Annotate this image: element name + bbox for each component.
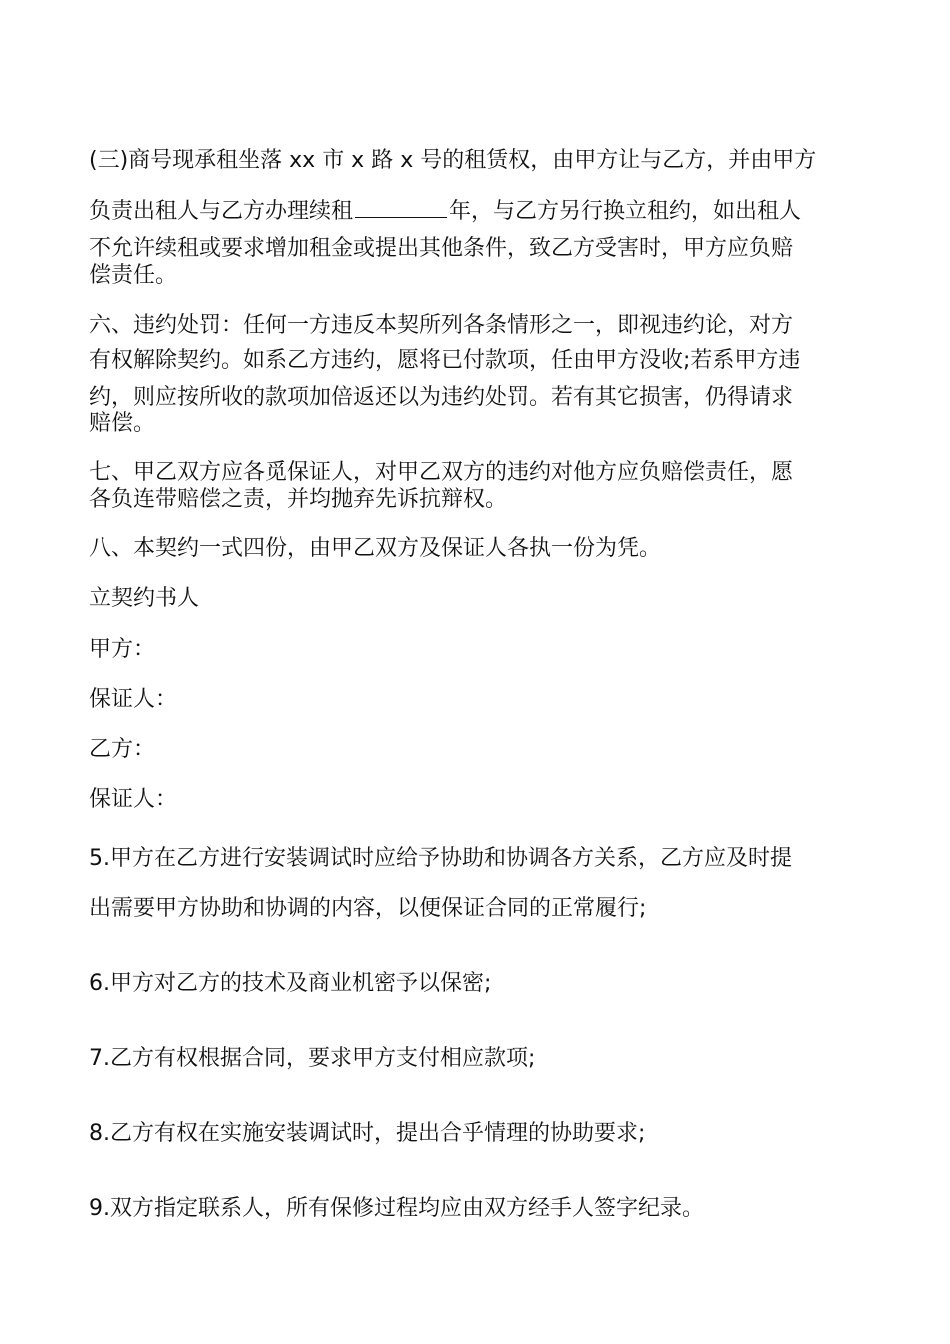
item-5-line-2: 出需要甲方协助和协调的内容，以便保证合同的正常履行; bbox=[89, 896, 647, 921]
party-b-label: 乙方： bbox=[89, 737, 156, 762]
clause-six-line-1: 六、违约处罚：任何一方违反本契所列各条情形之一，即视违约论，对方 bbox=[89, 313, 794, 338]
clause-seven-line-1: 七、甲乙双方应各觅保证人，对甲乙双方的违约对他方应负赔偿责任，愿 bbox=[89, 460, 794, 485]
clause-3-line-2-end: 年，与乙方另行换立租约，如出租人 bbox=[449, 199, 802, 224]
clause-seven-line-2: 各负连带赔偿之责，并均抛弃先诉抗辩权。 bbox=[89, 487, 508, 512]
party-a-label: 甲方： bbox=[89, 637, 156, 662]
guarantor-a-label: 保证人： bbox=[89, 687, 178, 712]
item-6: 6.甲方对乙方的技术及商业机密予以保密; bbox=[89, 971, 492, 996]
clause-six-line-2: 有权解除契约。如系乙方违约，愿将已付款项，任由甲方没收;若系甲方违 bbox=[89, 348, 801, 373]
clause-3-line-2 bbox=[89, 197, 801, 226]
item-8: 8.乙方有权在实施安装调试时，提出合乎情理的协助要求; bbox=[89, 1121, 646, 1146]
clause-eight: 八、本契约一式四份，由甲乙双方及保证人各执一份为凭。 bbox=[89, 536, 662, 561]
clause-six-line-4: 赔偿。 bbox=[89, 411, 156, 436]
item-5-line-1: 5.甲方在乙方进行安装调试时应给予协助和协调各方关系，乙方应及时提 bbox=[89, 846, 792, 871]
item-7: 7.乙方有权根据合同，要求甲方支付相应款项; bbox=[89, 1046, 536, 1071]
fill-in-blank bbox=[355, 197, 447, 218]
clause-3-line-4: 偿责任。 bbox=[89, 263, 178, 288]
clause-3-line-2-start: 负责出租人与乙方办理续租 bbox=[89, 199, 354, 224]
clause-six-line-3: 约，则应按所收的款项加倍返还以为违约处罚。若有其它损害，仍得请求 bbox=[89, 385, 794, 410]
signature-title: 立契约书人 bbox=[89, 586, 200, 611]
clause-3-line-3: 不允许续租或要求增加租金或提出其他条件，致乙方受害时，甲方应负赔 bbox=[89, 236, 794, 261]
item-9: 9.双方指定联系人，所有保修过程均应由双方经手人签字纪录。 bbox=[89, 1196, 704, 1221]
clause-3-line-1: (三)商号现承租坐落 xx 市 x 路 x 号的租赁权，由甲方让与乙方，并由甲方 bbox=[89, 148, 817, 173]
guarantor-b-label: 保证人： bbox=[89, 787, 178, 812]
